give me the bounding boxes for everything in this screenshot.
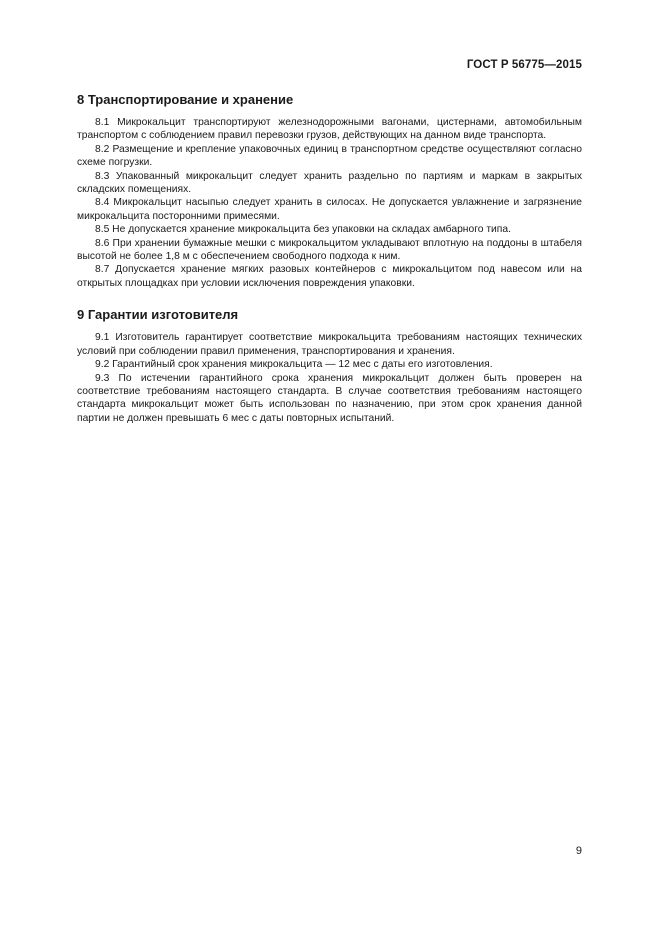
paragraph-8-7: 8.7 Допускается хранение мягких разовых контейнеров с микрокальцитом под навесом или на открытых площадках при условии исключения повреждения упаковки. (77, 264, 582, 289)
document-body (77, 92, 582, 425)
section-transport-storage (77, 92, 582, 290)
section-title: 8 Транспортирование и хранение (77, 92, 294, 107)
paragraph-8-6: 8.6 При хранении бумажные мешки с микрокальцитом укладывают вплотную на поддоны в штабеля высотой не более 1,8 м с обеспечением свободного подхода к ним. (77, 237, 582, 263)
section-title: 9 Гарантии изготовителя (77, 307, 239, 323)
paragraph-8-2: 8.2 Размещение и крепление упаковочных единиц в транспортном средстве осуществляют согласно схеме погрузки. (77, 143, 582, 169)
paragraph-8-3: 8.3 Упакованный микрокальцит следует хранить раздельно по партиям и маркам в закрытых складских помещениях. (77, 170, 582, 196)
paragraph-8-5: 8.5 Не допускается хранение микрокальцита без упаковки на складах амбарного типа. (95, 224, 511, 236)
section-manufacturer-warranty (77, 307, 582, 425)
paragraph-8-4: 8.4 Микрокальцит насыпью следует хранить в силосах. Не допускается увлажнение и загрязнение микрокальцита посторонними примесями. (77, 197, 582, 222)
paragraph-8-1: 8.1 Микрокальцит транспортируют железнодорожными вагонами, цистернами, автомобильным транспортом с соблюдением правил перевозки грузов, действующих на данном виде транспорта. (77, 117, 582, 142)
page-number: 9 (575, 845, 582, 857)
paragraph-9-1: 9.1 Изготовитель гарантирует соответствие микрокальцита требованиям настоящих технических условий при соблюдении правил применения, транспортирования и хранения. (77, 332, 582, 357)
paragraph-9-2: 9.2 Гарантийный срок хранения микрокальцита — 12 мес с даты его изготовления. (95, 359, 493, 371)
paragraph-9-3: 9.3 По истечении гарантийного срока хранения микрокальцит должен быть проверен на соответствие требованиям настоящего стандарта. В случае соответствия требованиям настоящего стандарта микрокальцит может быть использован по назначению, при этом срок хранения данной партии не должен превышать 6 мес с даты повторных испытаний. (77, 372, 582, 424)
document-code: ГОСТ Р 56775—2015 (466, 59, 582, 71)
